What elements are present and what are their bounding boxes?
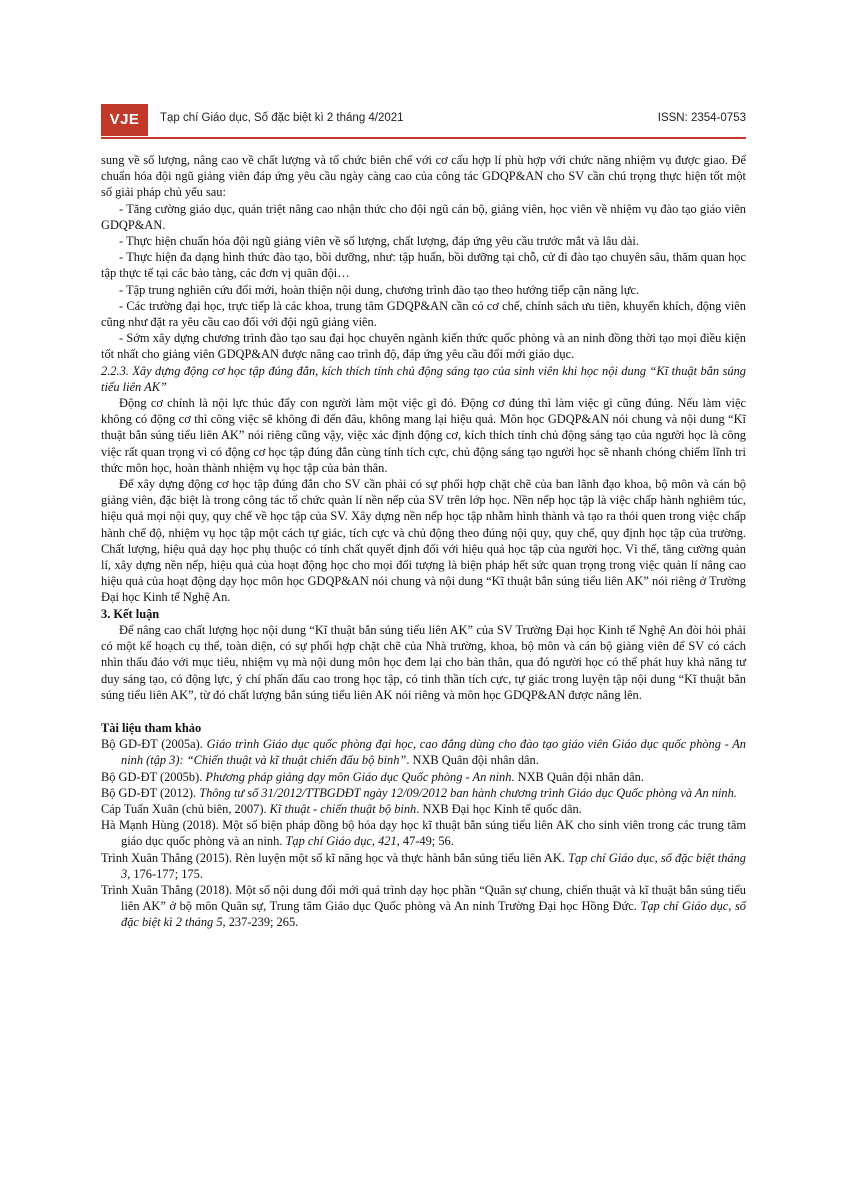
reference-item: Trình Xuân Thắng (2015). Rèn luyện một số kĩ năng học và thực hành bắn súng tiểu liên AK. Tạp chí Giáo dục, số đặc biệt tháng 3, 176-177; 175. — [101, 850, 746, 881]
reference-item: Bộ GD-ĐT (2012). Thông tư số 31/2012/TTBGDĐT ngày 12/09/2012 ban hành chương trình Giáo dục Quốc phòng và An ninh. — [101, 785, 737, 800]
paragraph-continued: sung về số lượng, nâng cao về chất lượng và tổ chức biên chế với cơ cấu hợp lí phù hợp với chức năng nhiệm vụ được giao. Để chuẩn hóa đội ngũ giảng viên đáp ứng yêu cầu ngày càng cao của công tác GDQP&AN cho SV cần chú trọng thực hiện tốt một số giải pháp chủ yếu sau: — [101, 153, 746, 200]
reference-item: Cáp Tuấn Xuân (chủ biên, 2007). Kĩ thuật - chiến thuật bộ binh. NXB Đại học Kinh tế quốc dân. — [101, 801, 582, 816]
journal-header — [101, 104, 746, 140]
paragraph: Động cơ chính là nội lực thúc đẩy con người làm một việc gì đó. Động cơ đúng thì làm việc gì cũng đúng. Nếu làm việc không có động cơ thì công việc sẽ không đi đến đâu, không mang lại hiệu quả. Môn học GDQP&AN nói chung và nội dung “Kĩ thuật bắn súng tiểu liên AK” nói riêng cũng vậy, việc xác định động cơ, kích thích tính chủ động sáng tạo của người học là công việc rất quan trọng vì có động cơ học tập đúng đắn cùng tính tích cực, chủ động sáng tạo người học sẽ nhanh chóng chiếm lĩnh tri thức môn học, hoàn thành nhiệm vụ học tập của bản thân. — [101, 396, 746, 475]
article-body — [101, 152, 746, 931]
bullet-item: - Tập trung nghiên cứu đổi mới, hoàn thiện nội dung, chương trình đào tạo theo hướng tiếp cận năng lực. — [119, 282, 640, 297]
bullet-item: - Thực hiện chuẩn hóa đội ngũ giảng viên về số lượng, chất lượng, đáp ứng yêu cầu trước mắt và lâu dài. — [119, 234, 639, 249]
paragraph: Để nâng cao chất lượng học nội dung “Kĩ thuật bắn súng tiểu liên AK” của SV Trường Đại học Kinh tế Nghệ An đòi hỏi phải có một kế hoạch cụ thể, toàn diện, có sự phối hợp chặt chẽ của Nhà trường, khoa, bộ môn và cán bộ giảng viên để SV có cách nhìn thấu đáo với mục tiêu, nhiệm vụ mà nội dung môn học đem lại cho bản thân, qua đó người học có thể phát huy khả năng tư duy sáng tạo, có động lực, ý chí phấn đấu cao trong học tập, có tinh thần tích cực, tự giác trong luyện tập nội dung “Kĩ thuật bắn súng tiểu liên AK”, từ đó chất lượng bắn súng tiểu liên AK nói riêng và môn học GDQP&AN được nâng lên. — [101, 622, 746, 702]
header-rule — [101, 137, 746, 139]
reference-item: Bộ GD-ĐT (2005a). Giáo trình Giáo dục quốc phòng đại học, cao đẳng dùng cho đào tạo giáo viên Giáo dục quốc phòng - An ninh (tập 3): “Chiến thuật và kĩ thuật chiến đấu bộ binh”. NXB Quân đội nhân dân. — [101, 737, 747, 768]
conclusion-heading: 3. Kết luận — [101, 606, 160, 621]
vje-logo: VJE — [101, 104, 148, 136]
bullet-item: - Tăng cường giáo dục, quán triệt nâng cao nhận thức cho đội ngũ cán bộ, giảng viên, học viên về nhiệm vụ đào tạo giáo viên GDQP&AN. — [101, 201, 746, 232]
reference-item: Trình Xuân Thắng (2018). Một số nội dung đổi mới quá trình dạy học phần “Quân sự chung, chiến thuật và kĩ thuật bắn súng tiểu liên AK” ở bộ môn Quân sự, Trung tâm Giáo dục Quốc phòng và An ninh Trường Đại học Hồng Đức. Tạp chí Giáo dục, số đặc biệt kì 2 tháng 5, 237-239; 265. — [101, 882, 746, 930]
journal-title: Tạp chí Giáo dục, Số đặc biệt kì 2 tháng 4/2021 — [160, 112, 404, 124]
reference-item: Hà Mạnh Hùng (2018). Một số biện pháp đồng bộ hóa dạy học kĩ thuật bắn súng tiểu liên AK cho sinh viên trong các trung tâm giáo dục quốc phòng và an ninh. Tạp chí Giáo dục, 421, 47-49; 56. — [101, 818, 746, 849]
issn: ISSN: 2354-0753 — [657, 112, 746, 124]
references-heading: Tài liệu tham khảo — [101, 720, 202, 735]
reference-item: Bộ GD-ĐT (2005b). Phương pháp giảng dạy môn Giáo dục Quốc phòng - An ninh. NXB Quân đội nhân dân. — [101, 769, 644, 784]
bullet-item: - Thực hiện đa dạng hình thức đào tạo, bồi dưỡng, như: tập huấn, bồi dưỡng tại chỗ, cử đi đào tạo chuyên sâu, thăm quan học tập thực tế tại các bảo tàng, các đơn vị quân đội… — [101, 250, 746, 281]
bullet-item: - Sớm xây dựng chương trình đào tạo sau đại học chuyên ngành kiến thức quốc phòng và an ninh đồng thời tạo mọi điều kiện tốt nhất cho giảng viên GDQP&AN được nâng cao trình độ, đáp ứng yêu cầu đổi mới giáo dục. — [101, 331, 746, 362]
paragraph: Để xây dựng động cơ học tập đúng đắn cho SV cần phải có sự phối hợp chặt chẽ của ban lãnh đạo khoa, bộ môn và cán bộ giảng viên, đặc biệt là trong công tác tổ chức quản lí nền nếp của SV trên lớp học. Nền nếp học tập là việc chấp hành nghiêm túc, hiệu quả mọi nội quy, quy chế về học tập của SV. Xây dựng nền nếp học tập nhằm hình thành và tạo ra thói quen trong việc chấp hành chế độ, nhiệm vụ học tập một cách tự giác, tích cực và chủ động theo đúng nội quy, quy chế, quy định học tập của trường. Chất lượng, hiệu quả dạy học phụ thuộc có tính chất quyết định đối với hiệu quả học tập của người học. Vì thế, tăng cường quản lí, xây dựng nền nếp, hiệu quả của hoạt động học cho mọi đối tượng là biện pháp hết sức quan trọng trong việc quản lí nâng cao hiệu quả của hoạt động dạy học môn học GDQP&AN nói chung và nội dung “Kĩ thuật bắn súng tiểu liên AK” nói riêng ở Trường Đại học Kinh tế Nghệ An. — [101, 477, 746, 605]
bullet-item: - Các trường đại học, trực tiếp là các khoa, trung tâm GDQP&AN cần có cơ chế, chính sách ưu tiên, khuyến khích, động viên cũng như đặt ra yêu cầu cao đối với đội ngũ giảng viên. — [101, 298, 746, 330]
section-heading-2-2-3: 2.2.3. Xây dựng động cơ học tập đúng đắn, kích thích tính chủ động sáng tạo của sinh viên khi học nội dung “Kĩ thuật bắn súng tiểu liên AK” — [101, 363, 746, 394]
